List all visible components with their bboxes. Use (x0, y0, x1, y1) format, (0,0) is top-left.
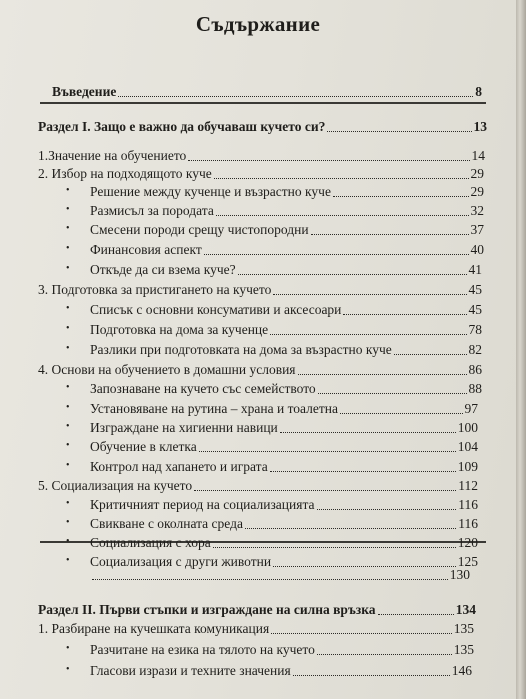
bullet-marker: • (66, 555, 70, 566)
toc-subentry (0, 531, 478, 551)
toc-subentry (0, 493, 478, 513)
page-title: Съдържание (195, 12, 321, 36)
toc-subentry (0, 238, 484, 258)
toc-entry (0, 563, 470, 583)
dot-leader (194, 490, 456, 491)
toc-page-number: 13 (473, 119, 487, 134)
toc-subentry (0, 659, 472, 679)
toc-entry (0, 80, 482, 100)
toc-page-number: 40 (470, 242, 484, 257)
toc-subentry (0, 377, 482, 397)
bullet-marker: • (66, 204, 70, 215)
dot-leader (245, 528, 456, 529)
dot-leader (311, 234, 469, 235)
toc-page-number: 125 (457, 554, 478, 569)
toc-entry-title: Контрол над хапането и играта (90, 459, 268, 474)
toc-page-number: 116 (458, 497, 478, 512)
toc-page-number: 29 (470, 166, 484, 181)
dot-leader (317, 509, 457, 510)
toc-page-number: 14 (471, 148, 485, 163)
toc-entry-title: Социализация с хора (90, 535, 211, 550)
bullet-marker: • (66, 643, 70, 654)
toc-subentry (0, 638, 474, 658)
dot-leader (270, 471, 456, 472)
dot-leader (271, 633, 452, 634)
toc-subentry (0, 180, 484, 200)
toc-page-number: 146 (451, 663, 472, 678)
toc-entry-title: 1.Значение на обучението (38, 148, 187, 163)
toc-entry-title: 4. Основи на обучението в домашни условия (38, 362, 296, 377)
toc-entry (0, 474, 478, 494)
toc-subentry (0, 258, 482, 278)
toc-entry-title: Критичният период на социализацията (90, 497, 315, 512)
bullet-marker: • (66, 421, 70, 432)
toc-page-number: 130 (449, 567, 470, 582)
toc-page-number: 41 (468, 262, 482, 277)
bullet-marker: • (66, 263, 70, 274)
toc-entry-title: Раздел I. Защо е важно да обучаваш кучето си? (38, 119, 326, 134)
dot-leader (270, 334, 466, 335)
dot-leader (327, 131, 471, 132)
dot-leader (199, 451, 456, 452)
toc-subentry (0, 416, 478, 436)
toc-entry-title: 3. Подготовка за пристигането на кучето (38, 282, 272, 297)
toc-subentry (0, 338, 482, 358)
dot-leader (188, 160, 469, 161)
toc-entry (0, 617, 474, 637)
toc-entry-title: Подготовка на дома за кученце (90, 322, 269, 337)
dot-leader (394, 354, 467, 355)
toc-page-number: 45 (468, 302, 482, 317)
bullet-marker: • (66, 402, 70, 413)
toc-entry-title: Въведение (52, 84, 117, 99)
dot-leader (293, 675, 450, 676)
bullet-marker: • (66, 343, 70, 354)
bullet-marker: • (66, 382, 70, 393)
bullet-marker: • (66, 303, 70, 314)
toc-entry-title: Откъде да си взема куче? (90, 262, 236, 277)
dot-leader (214, 178, 469, 179)
toc-subentry (0, 512, 478, 532)
toc-entry-title: Разлики при подготовката на дома за възрастно куче (90, 342, 392, 357)
toc-page-number: 109 (457, 459, 478, 474)
toc-subentry (0, 397, 478, 417)
toc-entry (0, 144, 485, 164)
toc-subentry (0, 199, 484, 219)
dot-leader (118, 96, 473, 97)
dot-leader (238, 274, 467, 275)
toc-entry-title: Свикване с околната среда (90, 516, 243, 531)
toc-entry (0, 115, 487, 135)
toc-entry (0, 162, 484, 182)
toc-page-number: 32 (470, 203, 484, 218)
bullet-marker: • (66, 223, 70, 234)
toc-entry-title: Изграждане на хигиенни навици (90, 420, 278, 435)
toc-entry-title: Смесени породи срещу чистопородни (90, 222, 309, 237)
toc-entry-title: Разчитане на езика на тялото на кучето (90, 642, 315, 657)
toc-entry-title: Размисъл за породата (90, 203, 214, 218)
toc-entry-title: Обучение в клетка (90, 439, 197, 454)
dot-leader (318, 393, 467, 394)
toc-page-number: 86 (468, 362, 482, 377)
toc-entry-title: 2. Избор на подходящото куче (38, 166, 212, 181)
toc-entry-title: Запознаване на кучето със семейството (90, 381, 316, 396)
toc-entry-title: Установяване на рутина – храна и тоалетна (90, 401, 339, 416)
toc-page-number: 135 (453, 642, 474, 657)
toc-page-number: 134 (455, 602, 476, 617)
bullet-marker: • (66, 440, 70, 451)
dot-leader (273, 294, 466, 295)
bullet-marker: • (66, 498, 70, 509)
bullet-marker: • (66, 323, 70, 334)
section-divider (40, 102, 486, 104)
toc-page-number: 100 (457, 420, 478, 435)
toc-entry (0, 358, 482, 378)
dot-leader (378, 614, 454, 615)
toc-entry-title: Списък с основни консумативи и аксесоари (90, 302, 342, 317)
toc-entry-title: 5. Социализация на кучето (38, 478, 193, 493)
toc-entry-title: Гласови изрази и техните значения (90, 663, 291, 678)
toc-page-number: 82 (468, 342, 482, 357)
bullet-marker: • (66, 664, 70, 675)
toc-subentry (0, 455, 478, 475)
dot-leader (317, 654, 452, 655)
toc-page-number: 88 (468, 381, 482, 396)
toc-page-number: 37 (470, 222, 484, 237)
toc-page-number: 135 (453, 621, 474, 636)
toc-page-number: 78 (468, 322, 482, 337)
toc-page-number: 97 (464, 401, 478, 416)
toc-page-number: 29 (470, 184, 484, 199)
dot-leader (92, 579, 448, 580)
toc-entry-title: Раздел II. Първи стъпки и изграждане на силна връзка (38, 602, 376, 617)
toc-page-number: 120 (457, 535, 478, 550)
toc-page-number: 45 (468, 282, 482, 297)
dot-leader (213, 547, 456, 548)
dot-leader (343, 314, 466, 315)
dot-leader (204, 254, 469, 255)
toc-entry (0, 278, 482, 298)
toc-subentry (0, 435, 478, 455)
toc-entry-title: Финансовия аспект (90, 242, 202, 257)
bullet-marker: • (66, 517, 70, 528)
toc-entry-title: Социализация с други животни (90, 554, 272, 569)
toc-entry-title: 1. Разбиране на кучешката комуникация (38, 621, 270, 636)
toc-page-number: 8 (475, 84, 482, 99)
dot-leader (216, 215, 469, 216)
bullet-marker: • (66, 185, 70, 196)
toc-entry-title: Решение между кученце и възрастно куче (90, 184, 331, 199)
dot-leader (333, 196, 469, 197)
toc-page-number: 112 (458, 478, 478, 493)
toc-page-number: 104 (457, 439, 478, 454)
dot-leader (340, 413, 462, 414)
toc-subentry (0, 298, 482, 318)
bullet-marker: • (66, 460, 70, 471)
dot-leader (298, 374, 467, 375)
toc-page-number: 116 (458, 516, 478, 531)
toc-subentry (0, 218, 484, 238)
page-edge (516, 0, 526, 699)
toc-subentry (0, 318, 482, 338)
bullet-marker: • (66, 536, 70, 547)
bullet-marker: • (66, 243, 70, 254)
dot-leader (280, 432, 456, 433)
toc-entry (0, 598, 476, 618)
